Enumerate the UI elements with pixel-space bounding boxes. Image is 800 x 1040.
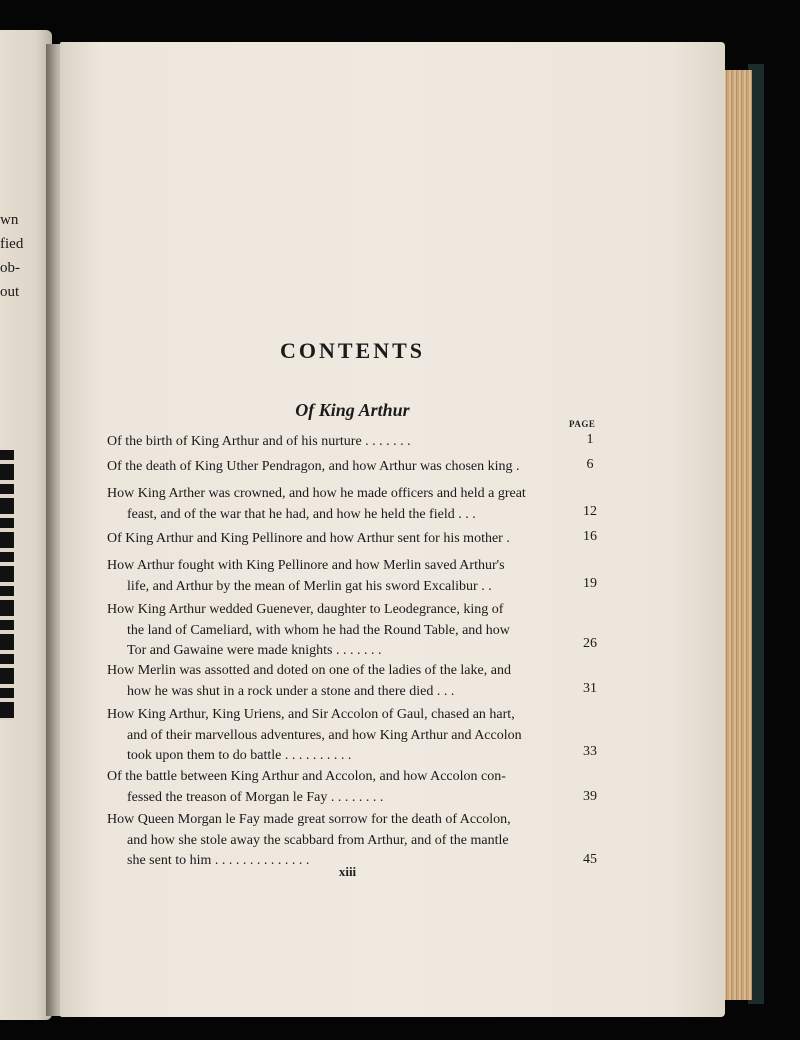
entry-line: how he was shut in a rock under a stone and there died . . . — [127, 683, 455, 699]
toc-entry — [107, 432, 597, 453]
entry-line: Of the battle between King Arthur and Accolon, and how Accolon con- — [107, 769, 506, 784]
entry-line: Tor and Gawaine were made knights . . . . . . . — [127, 643, 382, 658]
entry-line: life, and Arthur by the mean of Merlin gat his sword Excalibur . . — [127, 578, 492, 594]
section-heading: Of King Arthur — [295, 400, 410, 420]
page-number: 12 — [583, 504, 597, 519]
fragment: out — [0, 284, 20, 300]
illustration-fragment — [0, 450, 14, 720]
page-number: 39 — [583, 789, 597, 804]
page-number: 31 — [583, 681, 597, 696]
entry-line: and of their marvellous adventures, and how King Arthur and Accolon — [127, 727, 522, 743]
entry-line: she sent to him . . . . . . . . . . . . . . — [127, 853, 310, 868]
page-number: 16 — [583, 529, 597, 544]
entry-line: Of the birth of King Arthur and of his nurture . . . . . . . — [107, 434, 411, 449]
left-page-text-fragments — [0, 208, 23, 304]
toc-entry — [107, 661, 597, 702]
toc-entry — [107, 600, 597, 662]
folio-number: xiii — [338, 864, 357, 879]
entry-line: How Arthur fought with King Pellinore and how Merlin saved Arthur's — [107, 558, 505, 573]
toc-entry — [107, 529, 597, 550]
entry-line: How King Arther was crowned, and how he made officers and held a great — [107, 486, 526, 501]
toc-entry — [107, 556, 597, 597]
entry-line: Of King Arthur and King Pellinore and how Arthur sent for his mother . — [107, 531, 510, 546]
toc-entry — [107, 767, 597, 808]
toc-entry — [107, 810, 597, 872]
page-number: 19 — [583, 576, 597, 591]
page-number: 26 — [583, 636, 597, 651]
entry-line: How Merlin was assotted and doted on one of the ladies of the lake, and — [107, 663, 511, 678]
page-number: 45 — [583, 852, 597, 867]
page-title: CONTENTS — [279, 338, 426, 363]
entry-line: the land of Cameliard, with whom he had the Round Table, and how — [127, 622, 510, 638]
entry-line: fessed the treason of Morgan le Fay . . . . . . . . — [127, 789, 384, 805]
entry-line: took upon them to do battle . . . . . . . . . . — [127, 748, 352, 763]
page-number: 1 — [586, 432, 594, 447]
toc-entry — [107, 705, 597, 767]
toc-entry — [107, 484, 597, 525]
entry-line: feast, and of the war that he had, and how he held the field . . . — [127, 506, 476, 522]
fragment: fied — [0, 236, 24, 252]
entry-line: How Queen Morgan le Fay made great sorrow for the death of Accolon, — [107, 812, 511, 827]
page-edges — [722, 70, 752, 1000]
fragment: ob- — [0, 260, 20, 276]
entry-line: How King Arthur, King Uriens, and Sir Accolon of Gaul, chased an hart, — [107, 707, 515, 722]
page-column-label: PAGE — [569, 419, 596, 429]
left-facing-page — [0, 30, 52, 1020]
entry-line: and how she stole away the scabbard from Arthur, and of the mantle — [127, 832, 509, 848]
fragment: wn — [0, 212, 19, 228]
page-number: 6 — [586, 457, 594, 472]
toc-entry — [107, 457, 597, 478]
page-number: 33 — [583, 744, 597, 759]
entry-line: How King Arthur wedded Guenever, daughter to Leodegrance, king of — [107, 602, 504, 617]
entry-line: Of the death of King Uther Pendragon, and how Arthur was chosen king . — [107, 459, 520, 474]
